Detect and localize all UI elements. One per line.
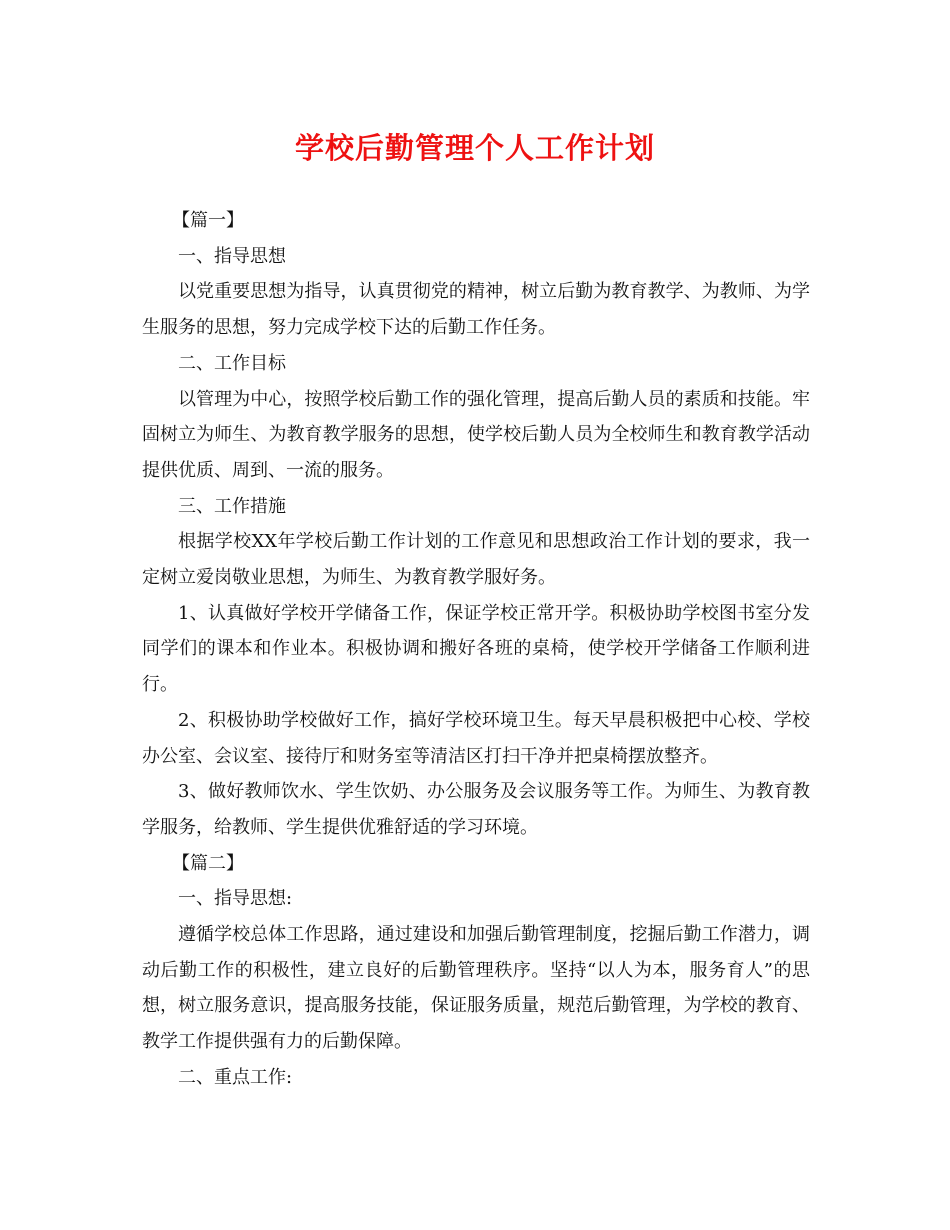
document-title: 学校后勤管理个人工作计划 — [294, 131, 655, 165]
paragraph: 以党重要思想为指导，认真贯彻党的精神，树立后勤为教育教学、为教师、为学生服务的思想，努力完成学校下达的后勤工作任务。 — [142, 281, 810, 339]
paragraph: 遵循学校总体工作思路，通过建设和加强后勤管理制度，挖掘后勤工作潜力，调动后勤工作的积极性，建立良好的后勤管理秩序。坚持“以人为本，服务育人”的思想，树立服务意识，提高服务技能，保证服务质量，规范后勤管理，为学校的教育、教学工作提供强有力的后勤保障。 — [142, 924, 810, 1053]
list-item: 3、做好教师饮水、学生饮奶、办公服务及会议服务等工作。为师生、为教育教学服务，给教师、学生提供优雅舒适的学习环境。 — [142, 781, 810, 838]
subheading-guiding-thought: 一、指导思想: — [178, 888, 293, 910]
list-item: 1、认真做好学校开学储备工作，保证学校正常开学。积极协助学校图书室分发同学们的课本和作业本。积极协调和搬好各班的桌椅，使学校开学储备工作顺利进行。 — [142, 602, 810, 696]
subheading-key-work: 二、重点工作: — [178, 1066, 293, 1088]
subheading-work-measures: 三、工作措施 — [178, 495, 286, 517]
list-item: 2、积极协助学校做好工作，搞好学校环境卫生。每天早晨积极把中心校、学校办公室、会议室、接待厅和财务室等清洁区打扫干净并把桌椅摆放整齐。 — [142, 709, 810, 767]
subheading-work-goal: 二、工作目标 — [178, 352, 286, 374]
subheading-guiding-thought: 一、指导思想 — [178, 245, 286, 267]
paragraph: 以管理为中心，按照学校后勤工作的强化管理，提高后勤人员的素质和技能。牢固树立为师生、为教育教学服务的思想，使学校后勤人员为全校师生和教育教学活动提供优质、周到、一流的服务。 — [142, 388, 810, 481]
section-heading-1: 【篇一】 — [172, 210, 244, 231]
document-body — [142, 203, 810, 1096]
section-heading-2: 【篇二】 — [172, 852, 244, 874]
paragraph: 根据学校XX年学校后勤工作计划的工作意见和思想政治工作计划的要求，我一定树立爱岗敬业思想，为师生、为教育教学服好务。 — [142, 531, 810, 589]
